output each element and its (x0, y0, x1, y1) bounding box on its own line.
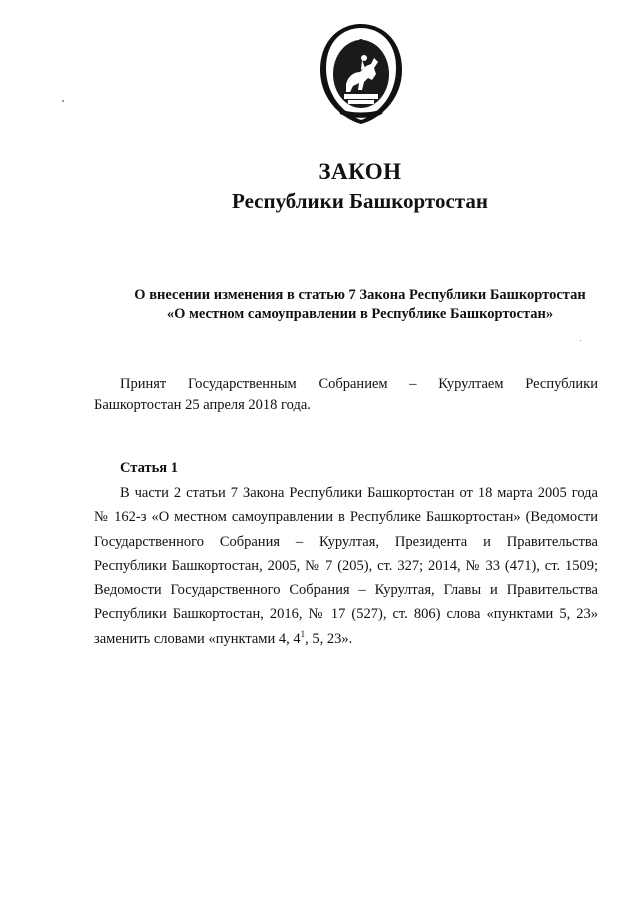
superscript-marker: 1 (300, 628, 306, 639)
article-1-line: Ведомости Государственного Собрания – Курултая, Главы и Правительства (94, 582, 598, 599)
article-1-line: Республики Башкортостан, 2005, № 7 (205), ст. 327; 2014, № 33 (471), ст. 1509; (94, 557, 598, 574)
article-1-line: № 162-з «О местном самоуправлении в Республике Башкортостан» (Ведомости (94, 509, 598, 526)
law-subject-line-2: «О местном самоуправлении в Республике Башкортостан» (166, 306, 554, 322)
scan-speck (62, 100, 64, 102)
adoption-line-1: Принят Государственным Собранием – Курултаем Республики (120, 376, 598, 392)
article-1-last-line (94, 627, 598, 651)
law-subtitle: Республики Башкортостан (232, 189, 488, 213)
article-1-body (94, 481, 598, 651)
law-title-block (100, 158, 620, 214)
article-1-last-line-text: заменить словами «пунктами 4, 4 (94, 630, 301, 647)
article-1-line: Государственного Собрания – Курултая, Президента и Правительства (94, 533, 598, 550)
adoption-statement (94, 374, 598, 416)
article-1-line: В части 2 статьи 7 Закона Республики Башкортостан от 18 марта 2005 года (120, 485, 598, 501)
article-1-heading: Статья 1 (120, 460, 178, 476)
coat-of-arms-icon (316, 22, 406, 126)
article-1-last-line-end: , 5, 23». (305, 630, 353, 647)
law-subject-line-1: О внесении изменения в статью 7 Закона Республики Башкортостан (134, 287, 586, 303)
law-title: ЗАКОН (318, 159, 402, 184)
adoption-line-2: Башкортостан 25 апреля 2018 года. (94, 397, 311, 413)
article-1-line: Республики Башкортостан, 2016, № 17 (527), ст. 806) слова «пунктами 5, 23» (94, 606, 598, 623)
scan-speck (580, 340, 581, 341)
law-subject (100, 286, 620, 324)
